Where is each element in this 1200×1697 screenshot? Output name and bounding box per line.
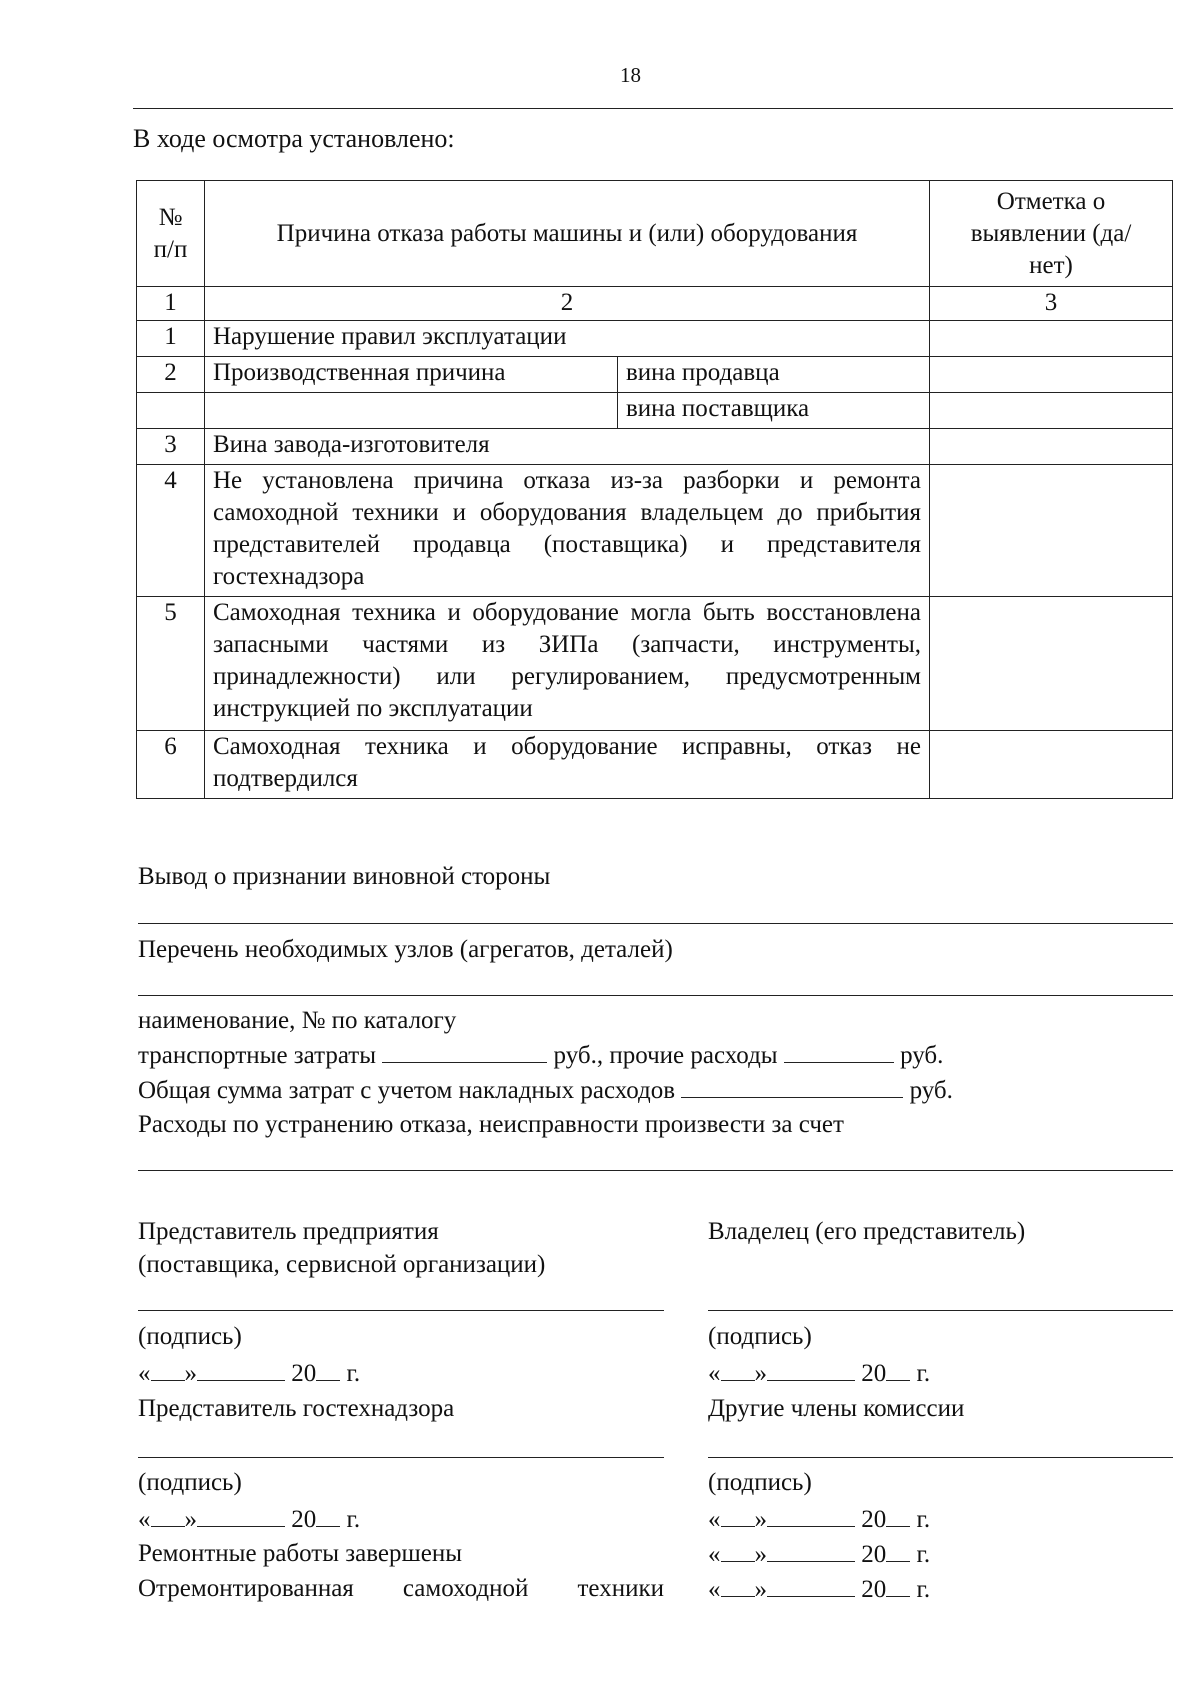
total-label: Общая сумма затрат с учетом накладных расходов (138, 1077, 676, 1104)
year-field[interactable] (886, 1574, 910, 1597)
page-number: 18 (620, 63, 641, 87)
signature-caption: (подпись) (708, 1469, 812, 1496)
catalog-label: наименование, № по каталогу (138, 1007, 457, 1034)
year-suffix: г. (346, 1360, 361, 1387)
month-field[interactable] (767, 1504, 855, 1527)
charge-label: Расходы по устранению отказа, неисправности произвести за счет (138, 1111, 844, 1138)
row-num: 6 (137, 731, 205, 799)
year-suffix: г. (916, 1541, 931, 1568)
parts-label: Перечень необходимых узлов (агрегатов, деталей) (138, 936, 673, 963)
table-row (137, 321, 1173, 357)
quote-close: » (754, 1541, 767, 1568)
inspection-table (136, 180, 1173, 799)
year-prefix: 20 (291, 1360, 317, 1387)
signature-caption: (подпись) (138, 1323, 242, 1350)
signature-caption: (подпись) (138, 1469, 242, 1496)
row-num: 4 (137, 465, 205, 597)
parts-line[interactable] (138, 995, 1173, 996)
year-suffix: г. (916, 1576, 931, 1603)
rep-signature-line[interactable] (138, 1310, 664, 1311)
owner-date (708, 1358, 930, 1389)
day-field[interactable] (721, 1358, 755, 1381)
row-num-empty (137, 393, 205, 429)
year-field[interactable] (316, 1358, 340, 1381)
year-field[interactable] (316, 1504, 340, 1527)
header-rule (133, 108, 1173, 109)
charge-line[interactable] (138, 1170, 1173, 1171)
quote-close: » (184, 1506, 197, 1533)
row-text: Не установлена причина отказа из-за разборки и ремонта самоходной техники и оборудования владельцем до прибытия представителей продавца (поставщика) и представителя гостехнадзора (205, 465, 930, 597)
day-field[interactable] (721, 1574, 755, 1597)
intro-text: В ходе осмотра установлено: (133, 124, 455, 153)
total-cost-line (138, 1075, 953, 1106)
mark-cell[interactable] (930, 321, 1173, 357)
year-suffix: г. (916, 1360, 931, 1387)
transport-cost-field[interactable] (382, 1040, 547, 1063)
table-row (137, 731, 1173, 799)
month-field[interactable] (767, 1539, 855, 1562)
transport-cost-line (138, 1040, 943, 1071)
header-num: № п/п (137, 181, 205, 287)
quote-open: « (138, 1360, 151, 1387)
repaired-date (708, 1574, 930, 1605)
year-prefix: 20 (861, 1576, 887, 1603)
repair-done-label: Ремонтные работы завершены (138, 1540, 463, 1567)
row-text: Самоходная техника и оборудование могла быть восстановлена запасными частями из ЗИПа (запчасти, инструменты, принадлежности) или регулированием, предусмотренным инструкцией по эксплуатации (205, 597, 930, 731)
rep-sublabel: (поставщика, сервисной организации) (138, 1251, 546, 1278)
owner-signature-line[interactable] (708, 1310, 1173, 1311)
year-prefix: 20 (861, 1541, 887, 1568)
mark-cell[interactable] (930, 597, 1173, 731)
row-text: Самоходная техника и оборудование исправны, отказ не подтвердился (205, 731, 930, 799)
table-row (137, 357, 1173, 393)
row-text: Вина завода-изготовителя (205, 429, 930, 465)
col-number-1: 1 (137, 287, 205, 321)
row-text: Производственная причина (205, 357, 618, 393)
other-costs-field[interactable] (784, 1040, 894, 1063)
mark-cell[interactable] (930, 429, 1173, 465)
day-field[interactable] (721, 1539, 755, 1562)
month-field[interactable] (767, 1358, 855, 1381)
conclusion-line[interactable] (138, 923, 1173, 924)
others-label: Другие члены комиссии (708, 1395, 965, 1422)
quote-open: « (708, 1576, 721, 1603)
quote-open: « (138, 1506, 151, 1533)
quote-open: « (708, 1541, 721, 1568)
others-signature-line[interactable] (708, 1457, 1173, 1458)
col-number-3: 3 (930, 287, 1173, 321)
day-field[interactable] (721, 1504, 755, 1527)
quote-close: » (754, 1576, 767, 1603)
other-costs-label: руб., прочие расходы (553, 1042, 778, 1069)
table-row (137, 429, 1173, 465)
row-num: 3 (137, 429, 205, 465)
quote-open: « (708, 1506, 721, 1533)
quote-open: « (708, 1360, 721, 1387)
mark-cell[interactable] (930, 731, 1173, 799)
rub-label: руб. (900, 1042, 944, 1069)
row-subtext: вина продавца (618, 357, 930, 393)
col-number-2: 2 (205, 287, 930, 321)
year-prefix: 20 (861, 1506, 887, 1533)
year-suffix: г. (916, 1506, 931, 1533)
row-num: 2 (137, 357, 205, 393)
month-field[interactable] (767, 1574, 855, 1597)
year-prefix: 20 (291, 1506, 317, 1533)
table-row (137, 465, 1173, 597)
month-field[interactable] (197, 1504, 285, 1527)
table-row (137, 597, 1173, 731)
signature-caption: (подпись) (708, 1323, 812, 1350)
column-numbers-row (137, 287, 1173, 321)
owner-label: Владелец (его представитель) (708, 1218, 1026, 1245)
row-text-empty (205, 393, 618, 429)
day-field[interactable] (151, 1504, 185, 1527)
year-suffix: г. (346, 1506, 361, 1533)
table-header-row (137, 181, 1173, 287)
header-mark: Отметка о выявлении (да/нет) (930, 181, 1173, 287)
year-field[interactable] (886, 1504, 910, 1527)
gtn-label: Представитель гостехнадзора (138, 1395, 455, 1422)
row-num: 5 (137, 597, 205, 731)
transport-label: транспортные затраты (138, 1042, 377, 1069)
rub-label: руб. (909, 1077, 953, 1104)
gtn-date (138, 1504, 360, 1535)
total-cost-field[interactable] (681, 1075, 903, 1098)
conclusion-label: Вывод о признании виновной стороны (138, 863, 551, 890)
row-num: 1 (137, 321, 205, 357)
table-row (137, 393, 1173, 429)
day-field[interactable] (151, 1358, 185, 1381)
rep-label: Представитель предприятия (138, 1218, 439, 1245)
year-field[interactable] (886, 1358, 910, 1381)
header-reason: Причина отказа работы машины и (или) оборудования (205, 181, 930, 287)
year-prefix: 20 (861, 1360, 887, 1387)
quote-close: » (754, 1360, 767, 1387)
year-field[interactable] (886, 1539, 910, 1562)
row-text: Нарушение правил эксплуатации (205, 321, 930, 357)
others-date (708, 1504, 930, 1535)
repair-done-date (708, 1539, 930, 1570)
mark-cell[interactable] (930, 465, 1173, 597)
mark-cell[interactable] (930, 393, 1173, 429)
gtn-signature-line[interactable] (138, 1457, 664, 1458)
row-subtext: вина поставщика (618, 393, 930, 429)
quote-close: » (184, 1360, 197, 1387)
repaired-label: Отремонтированная самоходной техники (138, 1575, 664, 1602)
quote-close: » (754, 1506, 767, 1533)
month-field[interactable] (197, 1358, 285, 1381)
rep-date (138, 1358, 360, 1389)
mark-cell[interactable] (930, 357, 1173, 393)
